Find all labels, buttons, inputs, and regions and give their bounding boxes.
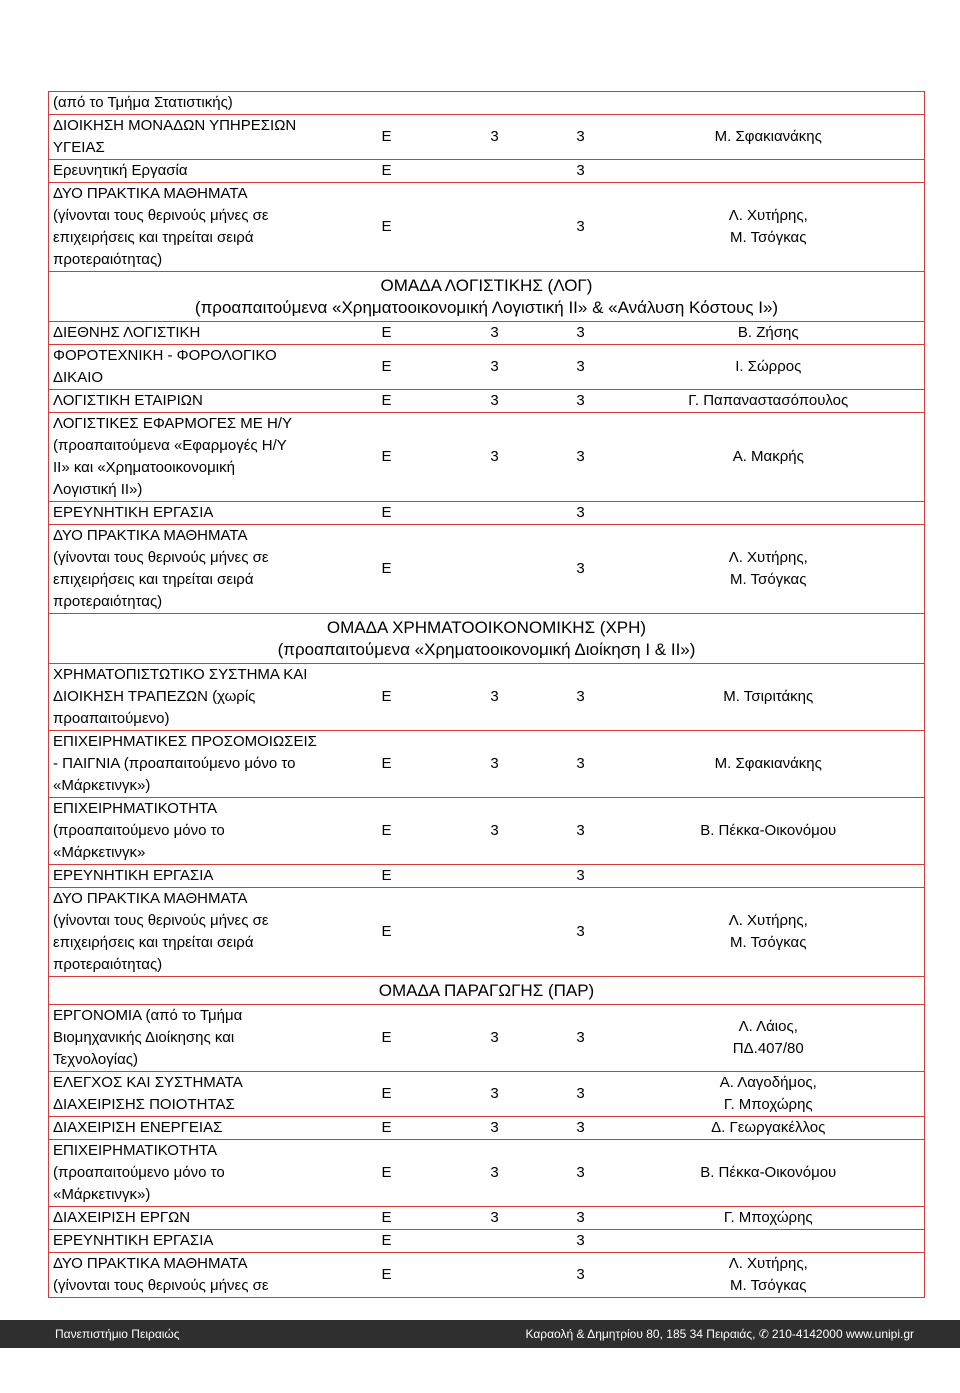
course-instructor <box>613 1072 925 1117</box>
course-instructor <box>613 664 925 731</box>
course-type: Ε <box>333 183 441 272</box>
instructor-line: Β. Πέκκα-Οικονόμου <box>700 822 837 839</box>
course-type: Ε <box>333 345 441 390</box>
course-type: Ε <box>333 525 441 614</box>
course-row <box>49 1005 925 1072</box>
course-name <box>49 92 333 115</box>
course-name-line: ΔΙΑΧΕΙΡΙΣΗΣ ΠΟΙΟΤΗΤΑΣ <box>53 1096 235 1113</box>
course-instructor <box>613 1253 925 1298</box>
course-ects: 3 <box>441 322 549 345</box>
course-hours: 3 <box>549 798 613 865</box>
course-hours: 3 <box>549 413 613 502</box>
course-hours: 3 <box>549 502 613 525</box>
group-header-line: ΟΜΑΔΑ ΧΡΗΜΑΤΟΟΙΚΟΝΟΜΙΚΗΣ (ΧΡΗ) <box>326 618 647 637</box>
course-row <box>49 160 925 183</box>
course-name-line: (γίνονται τους θερινούς μήνες σε <box>53 207 269 224</box>
course-ects: 3 <box>441 1072 549 1117</box>
course-row <box>49 1207 925 1230</box>
course-name <box>49 390 333 413</box>
course-ects: 3 <box>441 413 549 502</box>
course-name-line: (προαπαιτούμενο μόνο το <box>53 1164 225 1181</box>
course-name-line: προτεραιότητας) <box>53 593 163 610</box>
instructor-line: Λ. Λάιος, <box>738 1018 798 1035</box>
footer-contact <box>525 1320 914 1348</box>
course-name-line: Λογιστική ΙΙ») <box>53 481 143 498</box>
course-type: Ε <box>333 1253 441 1298</box>
course-type: Ε <box>333 1005 441 1072</box>
course-ects <box>441 888 549 977</box>
course-instructor <box>613 865 925 888</box>
course-hours: 3 <box>549 1005 613 1072</box>
course-name <box>49 1207 333 1230</box>
course-row <box>49 1072 925 1117</box>
course-ects <box>441 92 549 115</box>
course-name-line: ΕΠΙΧΕΙΡΗΜΑΤΙΚΟΤΗΤΑ <box>53 800 217 817</box>
instructor-line: Λ. Χυτήρης, <box>728 912 808 929</box>
course-ects: 3 <box>441 390 549 413</box>
course-ects <box>441 160 549 183</box>
course-ects: 3 <box>441 798 549 865</box>
instructor-line: ΠΔ.407/80 <box>732 1040 804 1057</box>
course-hours: 3 <box>549 865 613 888</box>
instructor-line: Α. Μακρής <box>732 448 804 465</box>
group-header <box>49 272 925 322</box>
group-header <box>49 614 925 664</box>
course-name-line: - ΠΑΙΓΝΙΑ (προαπαιτούμενο μόνο το <box>53 755 296 772</box>
course-name <box>49 502 333 525</box>
course-name-line: επιχειρήσεις και τηρείται σειρά <box>53 934 254 951</box>
course-name-line: (προαπαιτούμενα «Εφαρμογές Η/Υ <box>53 437 287 454</box>
course-name-line: ΔΥΟ ΠΡΑΚΤΙΚΑ ΜΑΘΗΜΑΤΑ <box>53 185 248 202</box>
course-name-line: επιχειρήσεις και τηρείται σειρά <box>53 229 254 246</box>
course-name-line: ΔΙΑΧΕΙΡΙΣΗ ΕΡΓΩΝ <box>53 1209 191 1226</box>
course-name-line: ΔΥΟ ΠΡΑΚΤΙΚΑ ΜΑΘΗΜΑΤΑ <box>53 1255 248 1272</box>
course-name <box>49 1072 333 1117</box>
course-hours: 3 <box>549 160 613 183</box>
course-type: Ε <box>333 115 441 160</box>
instructor-line: Β. Πέκκα-Οικονόμου <box>700 1164 837 1181</box>
course-row <box>49 390 925 413</box>
course-type: Ε <box>333 731 441 798</box>
group-header <box>49 977 925 1005</box>
instructor-line: Δ. Γεωργακέλλος <box>711 1119 826 1136</box>
course-name <box>49 888 333 977</box>
course-row <box>49 92 925 115</box>
course-name-line: ΔΥΟ ΠΡΑΚΤΙΚΑ ΜΑΘΗΜΑΤΑ <box>53 890 248 907</box>
footer-university: Πανεπιστήμιο Πειραιώς <box>55 1327 180 1341</box>
course-type: Ε <box>333 1072 441 1117</box>
course-name-line: (γίνονται τους θερινούς μήνες σε <box>53 549 269 566</box>
course-name-line: ΔΙΚΑΙΟ <box>53 369 104 386</box>
course-name <box>49 160 333 183</box>
course-name-line: ΛΟΓΙΣΤΙΚΕΣ ΕΦΑΡΜΟΓΕΣ ΜΕ Η/Υ <box>53 415 292 432</box>
course-type: Ε <box>333 664 441 731</box>
course-ects: 3 <box>441 1117 549 1140</box>
course-ects <box>441 865 549 888</box>
course-name-line: ΛΟΓΙΣΤΙΚΗ ΕΤΑΙΡΙΩΝ <box>53 392 203 409</box>
course-row <box>49 1230 925 1253</box>
course-name <box>49 525 333 614</box>
group-header-row <box>49 977 925 1005</box>
course-row <box>49 322 925 345</box>
course-name <box>49 1005 333 1072</box>
course-ects <box>441 1253 549 1298</box>
course-row <box>49 1117 925 1140</box>
course-instructor <box>613 1230 925 1253</box>
course-instructor <box>613 1140 925 1207</box>
course-instructor <box>613 525 925 614</box>
course-ects: 3 <box>441 664 549 731</box>
course-name-line: «Μάρκετινγκ» <box>53 844 146 861</box>
group-header-line: (προαπαιτούμενα «Χρηματοοικονομική Διοίκηση Ι & ΙΙ») <box>277 640 696 659</box>
course-name <box>49 664 333 731</box>
group-header-line: ΟΜΑΔΑ ΠΑΡΑΓΩΓΗΣ (ΠΑΡ) <box>378 981 595 1000</box>
course-name-line: ΔΥΟ ΠΡΑΚΤΙΚΑ ΜΑΘΗΜΑΤΑ <box>53 527 248 544</box>
course-instructor <box>613 160 925 183</box>
course-ects: 3 <box>441 1140 549 1207</box>
course-row <box>49 525 925 614</box>
course-name-line: (προαπαιτούμενο μόνο το <box>53 822 225 839</box>
course-instructor <box>613 92 925 115</box>
course-instructor <box>613 798 925 865</box>
course-name-line: «Μάρκετινγκ») <box>53 1186 151 1203</box>
course-type: Ε <box>333 798 441 865</box>
course-name-line: ΔΙΑΧΕΙΡΙΣΗ ΕΝΕΡΓΕΙΑΣ <box>53 1119 223 1136</box>
course-ects <box>441 502 549 525</box>
course-row <box>49 798 925 865</box>
course-name-line: ΔΙΕΘΝΗΣ ΛΟΓΙΣΤΙΚΗ <box>53 324 201 341</box>
course-name-line: Ερευνητική Εργασία <box>53 162 188 179</box>
course-name <box>49 798 333 865</box>
course-row <box>49 888 925 977</box>
group-header-row <box>49 272 925 322</box>
course-type: Ε <box>333 502 441 525</box>
course-instructor <box>613 1005 925 1072</box>
course-name-line: ΧΡΗΜΑΤΟΠΙΣΤΩΤΙΚΟ ΣΥΣΤΗΜΑ ΚΑΙ <box>53 666 308 683</box>
course-row <box>49 502 925 525</box>
course-row <box>49 413 925 502</box>
instructor-line: Λ. Χυτήρης, <box>728 1255 808 1272</box>
telephone-icon: ✆ <box>758 1327 769 1341</box>
course-row <box>49 865 925 888</box>
course-type: Ε <box>333 1207 441 1230</box>
course-name-line: (γίνονται τους θερινούς μήνες σε <box>53 1277 269 1294</box>
course-instructor <box>613 1117 925 1140</box>
instructor-line: Μ. Τσόγκας <box>730 1277 807 1294</box>
course-ects: 3 <box>441 115 549 160</box>
course-row <box>49 183 925 272</box>
course-name-line: ΙΙ» και «Χρηματοοικονομική <box>53 459 235 476</box>
course-instructor <box>613 390 925 413</box>
instructor-line: Μ. Τσόγκας <box>730 229 807 246</box>
course-ects: 3 <box>441 1005 549 1072</box>
course-name-line: ΔΙΟΙΚΗΣΗ ΤΡΑΠΕΖΩΝ (χωρίς <box>53 688 256 705</box>
course-name-line: προτεραιότητας) <box>53 956 163 973</box>
footer-url: www.unipi.gr <box>845 1327 914 1341</box>
instructor-line: Μ. Σφακιανάκης <box>714 128 822 145</box>
instructor-line: Μ. Τσόγκας <box>730 934 807 951</box>
course-hours: 3 <box>549 525 613 614</box>
group-header-line: (προαπαιτούμενα «Χρηματοοικονομική Λογιστική ΙΙ» & «Ανάλυση Κόστους Ι») <box>194 298 779 317</box>
course-name <box>49 865 333 888</box>
course-row <box>49 345 925 390</box>
page-footer <box>0 1320 960 1348</box>
course-type: Ε <box>333 888 441 977</box>
course-instructor <box>613 322 925 345</box>
group-header-line: ΟΜΑΔΑ ΛΟΓΙΣΤΙΚΗΣ (ΛΟΓ) <box>380 276 593 295</box>
course-name-line: ΔΙΟΙΚΗΣΗ ΜΟΝΑΔΩΝ ΥΠΗΡΕΣΙΩΝ <box>53 117 297 134</box>
course-hours <box>549 92 613 115</box>
course-name-line: Τεχνολογίας) <box>53 1051 138 1068</box>
course-instructor <box>613 345 925 390</box>
course-ects: 3 <box>441 345 549 390</box>
course-type: Ε <box>333 160 441 183</box>
instructor-line: Γ. Παπαναστασόπουλος <box>688 392 849 409</box>
course-name <box>49 1253 333 1298</box>
course-type: Ε <box>333 1140 441 1207</box>
course-name-line: ΕΠΙΧΕΙΡΗΜΑΤΙΚΕΣ ΠΡΟΣΟΜΟΙΩΣΕΙΣ <box>53 733 317 750</box>
course-row <box>49 115 925 160</box>
course-name-line: προτεραιότητας) <box>53 251 163 268</box>
course-hours: 3 <box>549 664 613 731</box>
course-type: Ε <box>333 413 441 502</box>
course-hours: 3 <box>549 390 613 413</box>
instructor-line: Β. Ζήσης <box>737 324 799 341</box>
course-name-line: προαπαιτούμενο) <box>53 710 170 727</box>
course-hours: 3 <box>549 1230 613 1253</box>
course-instructor <box>613 731 925 798</box>
course-name-line: (από το Τμήμα Στατιστικής) <box>53 94 233 111</box>
footer-phone: 210-4142000 <box>771 1327 843 1341</box>
course-name <box>49 345 333 390</box>
course-name-line: ΕΡΓΟΝΟΜΙΑ (από το Τμήμα <box>53 1007 243 1024</box>
instructor-line: Γ. Μποχώρης <box>723 1209 813 1226</box>
course-name <box>49 183 333 272</box>
course-name-line: ΦΟΡΟΤΕΧΝΙΚΗ - ΦΟΡΟΛΟΓΙΚΟ <box>53 347 277 364</box>
course-type: Ε <box>333 322 441 345</box>
instructor-line: Λ. Χυτήρης, <box>728 549 808 566</box>
instructor-line: Μ. Σφακιανάκης <box>714 755 822 772</box>
course-name-line: ΕΡΕΥΝΗΤΙΚΗ ΕΡΓΑΣΙΑ <box>53 1232 214 1249</box>
instructor-line: Α. Λαγοδήμος, <box>719 1074 817 1091</box>
course-hours: 3 <box>549 115 613 160</box>
course-row <box>49 664 925 731</box>
course-name-line: «Μάρκετινγκ») <box>53 777 151 794</box>
curriculum-table <box>48 91 925 1298</box>
course-type: Ε <box>333 1117 441 1140</box>
course-name <box>49 413 333 502</box>
course-hours: 3 <box>549 888 613 977</box>
course-row <box>49 1253 925 1298</box>
instructor-line: Μ. Τσιριτάκης <box>723 688 814 705</box>
course-name-line: ΕΛΕΓΧΟΣ ΚΑΙ ΣΥΣΤΗΜΑΤΑ <box>53 1074 243 1091</box>
course-hours: 3 <box>549 1072 613 1117</box>
course-row <box>49 1140 925 1207</box>
course-hours: 3 <box>549 1117 613 1140</box>
course-hours: 3 <box>549 1253 613 1298</box>
instructor-line: Λ. Χυτήρης, <box>728 207 808 224</box>
course-type <box>333 92 441 115</box>
course-instructor <box>613 1207 925 1230</box>
course-hours: 3 <box>549 322 613 345</box>
course-ects <box>441 183 549 272</box>
course-name-line: ΕΡΕΥΝΗΤΙΚΗ ΕΡΓΑΣΙΑ <box>53 867 214 884</box>
course-name <box>49 115 333 160</box>
course-ects <box>441 1230 549 1253</box>
course-name-line: ΥΓΕΙΑΣ <box>53 139 105 156</box>
course-hours: 3 <box>549 731 613 798</box>
footer-address: Καραολή & Δημητρίου 80, 185 34 Πειραιάς, <box>525 1327 756 1341</box>
course-hours: 3 <box>549 183 613 272</box>
course-ects: 3 <box>441 1207 549 1230</box>
course-instructor <box>613 502 925 525</box>
course-instructor <box>613 183 925 272</box>
course-hours: 3 <box>549 345 613 390</box>
course-ects: 3 <box>441 731 549 798</box>
course-name-line: ΕΠΙΧΕΙΡΗΜΑΤΙΚΟΤΗΤΑ <box>53 1142 217 1159</box>
course-instructor <box>613 888 925 977</box>
course-name <box>49 1230 333 1253</box>
instructor-line: Γ. Μποχώρης <box>723 1096 813 1113</box>
course-row <box>49 731 925 798</box>
course-ects <box>441 525 549 614</box>
course-name <box>49 1117 333 1140</box>
course-name-line: Βιομηχανικής Διοίκησης και <box>53 1029 235 1046</box>
course-instructor <box>613 115 925 160</box>
course-instructor <box>613 413 925 502</box>
course-name-line: (γίνονται τους θερινούς μήνες σε <box>53 912 269 929</box>
course-name <box>49 731 333 798</box>
instructor-line: Ι. Σώρρος <box>735 358 802 375</box>
group-header-row <box>49 614 925 664</box>
course-name-line: ΕΡΕΥΝΗΤΙΚΗ ΕΡΓΑΣΙΑ <box>53 504 214 521</box>
course-name <box>49 1140 333 1207</box>
course-type: Ε <box>333 390 441 413</box>
course-type: Ε <box>333 1230 441 1253</box>
course-hours: 3 <box>549 1207 613 1230</box>
course-hours: 3 <box>549 1140 613 1207</box>
course-name <box>49 322 333 345</box>
course-type: Ε <box>333 865 441 888</box>
course-name-line: επιχειρήσεις και τηρείται σειρά <box>53 571 254 588</box>
instructor-line: Μ. Τσόγκας <box>730 571 807 588</box>
